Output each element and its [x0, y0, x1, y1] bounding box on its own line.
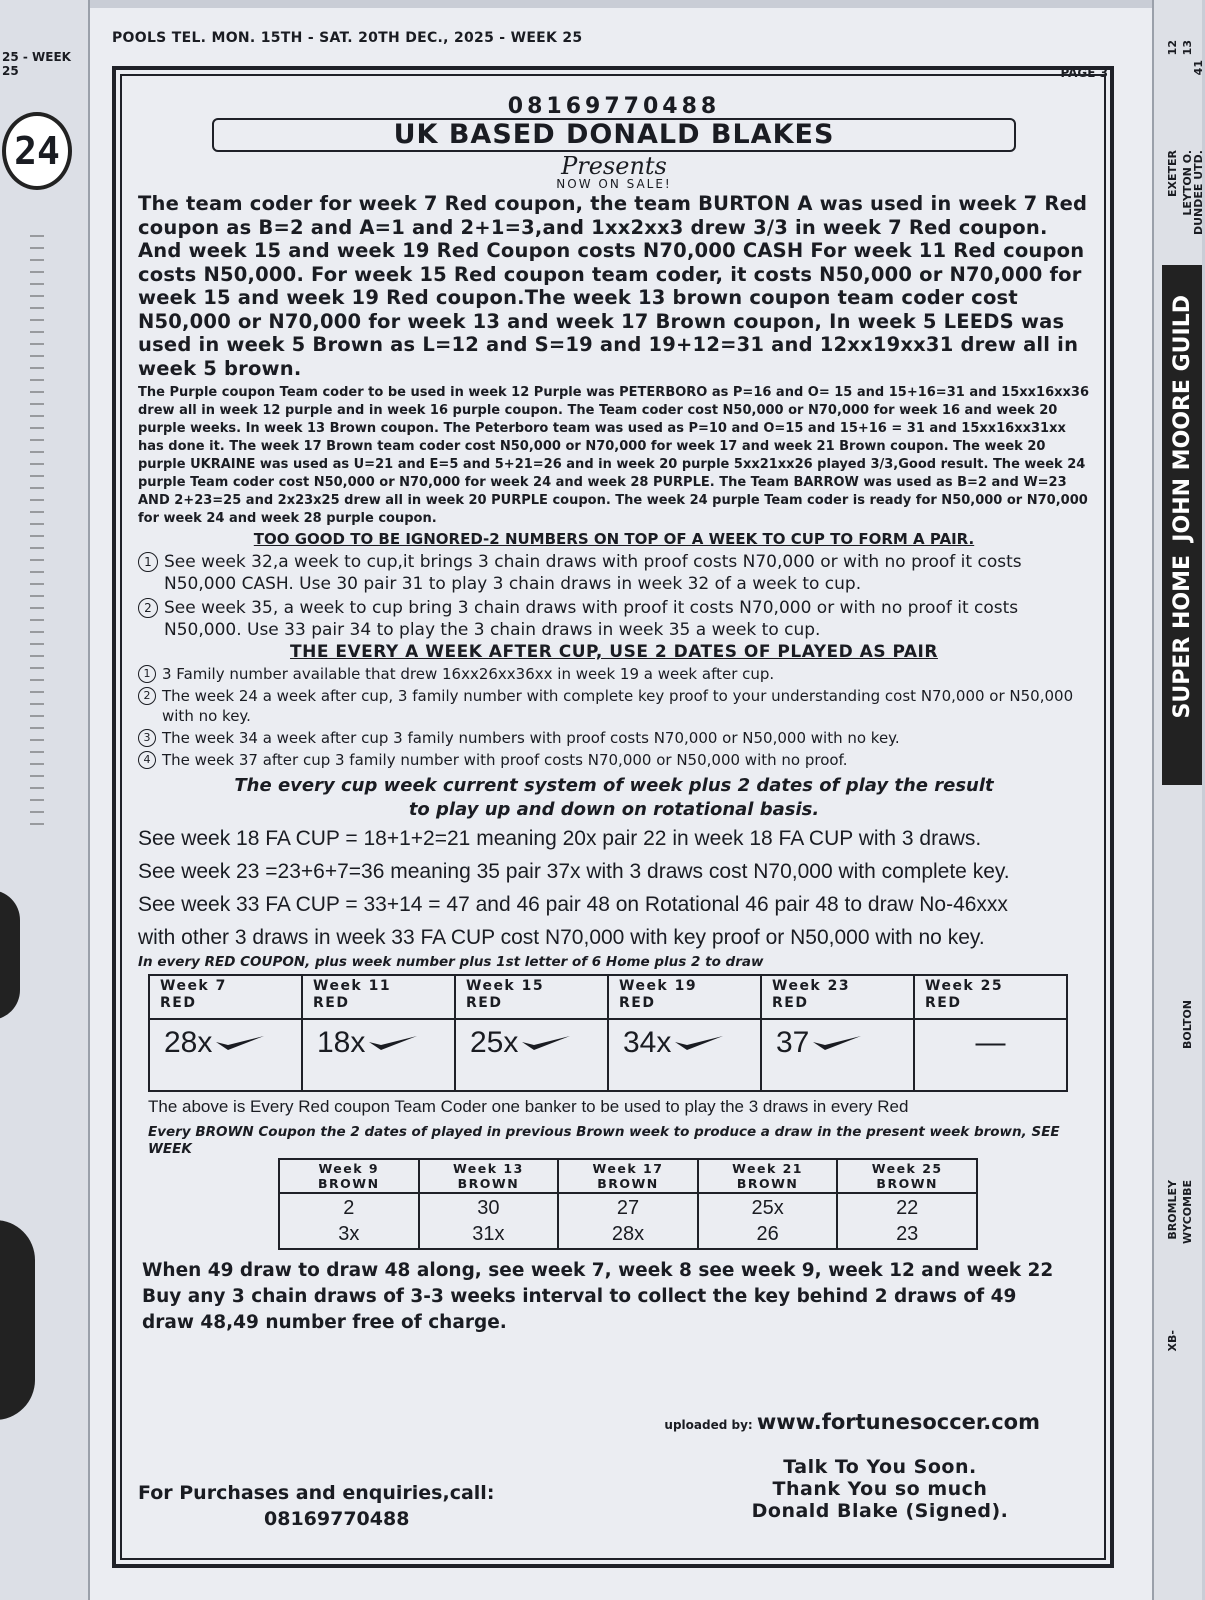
table-header-cell: [698, 1159, 838, 1193]
table-header-cell: [914, 975, 1067, 1019]
circled-number: 2: [138, 687, 156, 705]
brown-coupon-table: [278, 1158, 978, 1250]
fa-cup-examples: [138, 822, 1090, 954]
header-week: Week 7: [160, 978, 227, 994]
uploaded-by-url[interactable]: www.fortunesoccer.com: [756, 1410, 1040, 1434]
brown-value: 3x: [338, 1223, 360, 1245]
header-week: Week 25: [871, 1161, 943, 1176]
left-page-week-label: 25 - WEEK 25: [2, 50, 71, 78]
right-page-band: [1162, 265, 1202, 785]
list-item: [138, 597, 1090, 641]
table-cell: [279, 1193, 419, 1249]
list-item: [138, 664, 1090, 684]
list-item-text: The week 34 a week after cup 3 family numbers with proof costs N70,000 or N50,000 with no key.: [162, 729, 900, 747]
left-page-column: [30, 225, 44, 825]
fa-cup-line: See week 18 FA CUP = 18+1+2=21 meaning 20x pair 22 in week 18 FA CUP with 3 draws.: [138, 827, 982, 850]
checkmark-icon: [811, 1032, 863, 1054]
table-cell: [761, 1019, 914, 1091]
table-cell: [698, 1193, 838, 1249]
table-cell: [302, 1019, 455, 1091]
table-cell: [455, 1019, 608, 1091]
fa-cup-line: See week 23 =23+6+7=36 meaning 35 pair 37x with 3 draws cost N70,000 with complete key.: [138, 860, 1010, 883]
right-page-number: 41: [1192, 60, 1205, 76]
table-header-cell: [837, 1159, 977, 1193]
week-to-cup-list: [138, 551, 1090, 641]
cup-week-heading: [138, 774, 1090, 822]
right-page-team: LEYTON O.: [1181, 150, 1194, 216]
brown-value: 30: [477, 1197, 500, 1219]
table-cell: [558, 1193, 698, 1249]
header-coupon: RED: [925, 995, 962, 1011]
brown-value: 28x: [611, 1223, 645, 1245]
table-cell: [149, 1019, 302, 1091]
phone-number-top: 08169770488: [507, 94, 721, 119]
circled-number: 4: [138, 751, 156, 769]
table-header-cell: [558, 1159, 698, 1193]
table-header-cell: [419, 1159, 559, 1193]
list-item-text: The week 24 a week after cup, 3 family number with complete key proof to your understanding cost N70,000 or N50,000 with no key.: [162, 687, 1074, 725]
circled-number: 3: [138, 729, 156, 747]
list-item-text: The week 37 after cup 3 family number with proof costs N70,000 or N50,000 with no proof.: [162, 751, 848, 769]
list-item-text: 3 Family number available that drew 16xx26xx36xx in week 19 a week after cup.: [162, 665, 775, 683]
red-value: —: [975, 1026, 1006, 1059]
red-brown-coder-paragraph: The team coder for week 7 Red coupon, the team BURTON A was used in week 7 Red coupon as B=2 and A=1 and 2+1=3,and 1xx2xx3 drew 3/3 in week 7 Red coupon. And week 15 and week 19 Red Coupon costs N70,000 CASH For week 11 Red coupon costs N50,000. For week 15 Red coupon team coder, it costs N50,000 or N70,000 for week 15 and week 19 Red coupon.The week 13 brown coupon team coder cost N50,000 or N70,000 for week 13 and week 17 Brown coupon, In week 5 LEEDS was used in week 5 Brown as L=12 and S=19 and 19+12=31 and 12xx19xx31 drew all in week 5 brown.: [138, 192, 1088, 380]
table-cell: [419, 1193, 559, 1249]
closing-line: When 49 draw to draw 48 along, see week 7, week 8 see week 9, week 12 and week 22: [142, 1260, 1054, 1281]
header-coupon: RED: [772, 995, 809, 1011]
header-week: Week 17: [592, 1161, 664, 1176]
sign-line: Talk To You Soon.: [783, 1456, 977, 1478]
cup-week-heading-line: to play up and down on rotational basis.: [408, 799, 820, 820]
list-item-text: See week 32,a week to cup,it brings 3 chain draws with proof costs N70,000 or with no proof it costs N50,000 CASH. Use 30 pair 31 to play 3 chain draws in week 32 of a week to cup.: [164, 552, 1022, 594]
table-header-cell: [455, 975, 608, 1019]
table-header-cell: [608, 975, 761, 1019]
header-week: Week 15: [466, 978, 545, 994]
right-page-team: XB-: [1166, 1330, 1179, 1352]
purchase-label: For Purchases and enquiries,call:: [138, 1482, 495, 1504]
red-value: 37: [776, 1026, 810, 1059]
table-header-cell: [149, 975, 302, 1019]
table-header-row: [149, 975, 1067, 1019]
checkmark-icon: [367, 1032, 419, 1054]
red-coupon-intro: In every RED COUPON, plus week number plus 1st letter of 6 Home plus 2 to draw: [138, 954, 764, 970]
header-week: Week 9: [318, 1161, 380, 1176]
uploaded-by: [590, 1410, 1040, 1434]
right-adjacent-page: [1152, 0, 1205, 1600]
table-cell: [608, 1019, 761, 1091]
brown-value: 25x: [751, 1197, 784, 1219]
brown-value: 31x: [472, 1223, 505, 1245]
circled-number: 1: [138, 552, 158, 572]
right-page-number: 13: [1181, 40, 1194, 56]
header-coupon: RED: [160, 995, 197, 1011]
red-value: 28x: [164, 1026, 213, 1059]
brown-coupon-intro: Every BROWN Coupon the 2 dates of played in previous Brown week to produce a draw in the present week brown, SEE WEEK: [148, 1124, 1060, 1157]
closing-line: draw 48,49 number free of charge.: [142, 1312, 507, 1333]
section-week-after-cup-title: THE EVERY A WEEK AFTER CUP, USE 2 DATES OF PLAYED AS PAIR: [290, 642, 938, 662]
brown-value: 26: [756, 1223, 779, 1245]
cup-week-heading-line: The every cup week current system of week plus 2 dates of play the result: [234, 775, 994, 796]
right-page-number: 12: [1166, 40, 1179, 56]
right-page-team: WYCOMBE: [1181, 1180, 1194, 1244]
purchase-block: [138, 1480, 494, 1532]
section-week-to-cup-title: TOO GOOD TO BE IGNORED-2 NUMBERS ON TOP OF A WEEK TO CUP TO FORM A PAIR.: [253, 530, 975, 548]
list-item: [138, 686, 1090, 726]
red-value: 25x: [470, 1026, 519, 1059]
table-header-row: [279, 1159, 977, 1193]
checkmark-icon: [214, 1032, 266, 1054]
header-coupon: BROWN: [457, 1176, 520, 1191]
right-page-team: EXETER: [1166, 150, 1179, 197]
brand-title: UK BASED DONALD BLAKES: [212, 118, 1016, 152]
brown-value: 22: [896, 1197, 919, 1219]
list-item: [138, 728, 1090, 748]
header-week: Week 13: [452, 1161, 524, 1176]
table-row: [279, 1193, 977, 1249]
checkmark-icon: [520, 1032, 572, 1054]
left-page-graphic: [0, 890, 20, 1020]
header-coupon: BROWN: [876, 1176, 938, 1191]
advert-content: [138, 96, 1090, 1336]
header-coupon: BROWN: [318, 1176, 380, 1191]
header-week: Week 23: [772, 978, 851, 994]
week-after-cup-list: [138, 664, 1090, 770]
closing-text: [142, 1258, 1090, 1336]
red-value: 18x: [317, 1026, 366, 1059]
header-week: Week 21: [732, 1161, 803, 1176]
page-number: PAGE 3: [1060, 66, 1108, 80]
header-coupon: RED: [619, 995, 656, 1011]
header-coupon: BROWN: [597, 1176, 659, 1191]
red-coupon-note: The above is Every Red coupon Team Coder one banker to be used to play the 3 draws in every Red: [148, 1097, 909, 1116]
circled-number: 2: [138, 598, 158, 618]
table-cell: [837, 1193, 977, 1249]
header-week: Week 19: [619, 978, 698, 994]
list-item-text: See week 35, a week to cup bring 3 chain draws with proof it costs N70,000 or with no proof it costs N50,000. Use 33 pair 34 to play the 3 chain draws in week 35 a week to cup.: [164, 598, 1019, 640]
table-cell: [914, 1019, 1067, 1091]
fa-cup-line: See week 33 FA CUP = 33+14 = 47 and 46 pair 48 on Rotational 46 pair 48 to draw No-46xxx: [138, 893, 1008, 916]
newspaper-page: [90, 8, 1152, 1600]
table-row: [149, 1019, 1067, 1091]
right-page-band-label: SUPER HOME: [1170, 555, 1195, 719]
list-item: [138, 750, 1090, 770]
left-page-graphic: [0, 1220, 35, 1420]
red-value: 34x: [623, 1026, 672, 1059]
header-week: Week 11: [313, 978, 392, 994]
right-page-team: BROMLEY: [1166, 1180, 1179, 1240]
closing-line: Buy any 3 chain draws of 3-3 weeks interval to collect the key behind 2 draws of 49: [142, 1286, 1017, 1307]
right-page-team: DUNDEE UTD.: [1192, 150, 1205, 236]
right-page-band-label: JOHN MOORE GUILD: [1170, 295, 1195, 542]
running-head: POOLS TEL. MON. 15TH - SAT. 20TH DEC., 2025 - WEEK 25: [112, 30, 583, 46]
header-coupon: BROWN: [736, 1176, 799, 1191]
table-header-cell: [761, 975, 914, 1019]
table-header-cell: [279, 1159, 419, 1193]
purple-coder-paragraph: The Purple coupon Team coder to be used in week 12 Purple was PETERBORO as P=16 and O= 15 and 15+16=31 and 15xx16xx36 drew all in week 12 purple and in week 16 purple coupon. The Team coder cost N50,000 or N70,000 for week 16 and week 20 purple weeks. In week 13 Brown coupon. The Peterboro team was used as P=10 and O=15 and 15+16 = 31 and 15xx16xx31xx has done it. The week 17 Brown team coder cost N50,000 or N70,000 for week 17 and week 21 Brown coupon. The week 20 purple UKRAINE was used as U=21 and E=5 and 5+21=26 and in week 20 purple 5xx21xx26 played 3/3,Good result. The week 24 purple Team coder cost N50,000 or N70,000 for week 24 and week 28 PURPLE. The Team BARROW was used as B=2 and W=23 AND 2+23=25 and 2x23x25 drew all in week 20 PURPLE coupon. The week 24 purple Team coder is ready for N50,000 or N70,000 for week 24 and week 28 purple coupon.: [138, 385, 1089, 526]
brown-value: 27: [616, 1197, 640, 1219]
list-item: [138, 551, 1090, 595]
red-coupon-table: [148, 974, 1068, 1092]
table-header-cell: [302, 975, 455, 1019]
checkmark-icon: [673, 1032, 725, 1054]
sign-line: Donald Blake (Signed).: [751, 1500, 1009, 1522]
brown-value: 23: [896, 1223, 919, 1245]
uploaded-by-label: uploaded by:: [664, 1418, 753, 1432]
header-coupon: RED: [313, 995, 350, 1011]
signature-block: [690, 1456, 1070, 1522]
left-page-badge: 24: [2, 112, 72, 190]
header-week: Week 25: [925, 978, 1004, 994]
header-coupon: RED: [466, 995, 503, 1011]
brown-value: 2: [343, 1197, 355, 1219]
purchase-phone[interactable]: 08169770488: [264, 1508, 410, 1530]
fa-cup-line: with other 3 draws in week 33 FA CUP cost N70,000 with key proof or N50,000 with no key.: [138, 926, 985, 949]
presents-label: Presents: [561, 152, 667, 180]
circled-number: 1: [138, 665, 156, 683]
right-page-team: BOLTON: [1181, 1000, 1194, 1049]
now-on-sale-label: NOW ON SALE!: [556, 177, 672, 191]
sign-line: Thank You so much: [772, 1478, 988, 1500]
left-adjacent-page: [0, 0, 90, 1600]
